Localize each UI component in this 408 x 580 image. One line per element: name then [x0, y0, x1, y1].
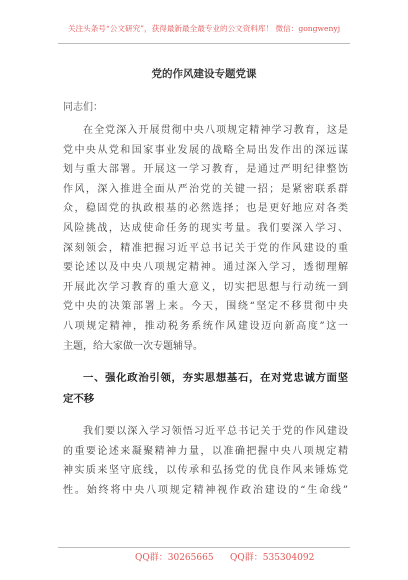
footer-divider: [58, 547, 350, 548]
paragraph-line: 我们要以深入学习领悟习近平总书记关于党的作风建设: [83, 426, 348, 438]
qq-group-1: QQ群：30265665: [135, 553, 214, 563]
spacer: [63, 410, 348, 422]
header-banner: 关注头条号“公文研究”，获得最新最全最专业的公文资料库！ 微信：gongwenyj: [67, 24, 341, 33]
paragraph-line: 党中央从党和国家事业发展的战略全局出发作出的深远谋: [63, 144, 348, 156]
paragraph-line: 要论述以及中央八项规定精神。通过深入学习，透彻理解: [63, 262, 348, 274]
paragraph-line: 党中央的决策部署上来。今天，围绕“坚定不移贯彻中央: [63, 301, 348, 313]
paragraph-line: 众，稳固党的执政根基的必然选择；也是更好地应对各类: [63, 203, 348, 215]
paragraph-line: 划与重大部署。开展这一学习教育，是通过严明纪律整饬: [63, 164, 348, 176]
greeting: 同志们：: [63, 102, 103, 113]
document-title: 党的作风建设专题党课: [151, 68, 257, 80]
section-heading: 定不移: [63, 393, 95, 406]
paragraph-line: 神实质来坚守底线，以传承和弘扬党的优良作风来锤炼党: [63, 465, 348, 477]
footer: [0, 551, 408, 565]
paragraph-line: 作风，深入推进全面从严治党的关键一招；是紧密联系群: [63, 183, 348, 195]
paragraph-line: 在全党深入开展贯彻中央八项规定精神学习教育，这是: [83, 125, 348, 136]
paragraph-line: 八项规定精神，推动税务系统作风建设迈向新高度”这一: [63, 320, 348, 332]
qq-group-2: QQ群：535304092: [230, 553, 315, 563]
document-body: [63, 121, 348, 501]
paragraph-line: 风险挑战，达成使命任务的现实考量。我们要深入学习、: [63, 222, 348, 234]
paragraph-line: 性。始终将中央八项规定精神视作政治建设的“生命线”: [63, 484, 348, 496]
paragraph-line: 开展此次学习教育的重大意义，切实把思想与行动统一到: [63, 281, 348, 293]
paragraph-line: 主题，给大家做一次专题辅导。: [63, 340, 203, 352]
spacer: [63, 356, 348, 368]
section-heading: 一、强化政治引领，夯实思想基石，在对党忠诚方面坚: [83, 372, 348, 385]
paragraph-line: 深刻领会，精准把握习近平总书记关于党的作风建设的重: [63, 242, 348, 254]
header-divider: [58, 43, 350, 44]
paragraph-line: 的重要论述来凝聚精神力量，以准确把握中央八项规定精: [63, 445, 348, 457]
